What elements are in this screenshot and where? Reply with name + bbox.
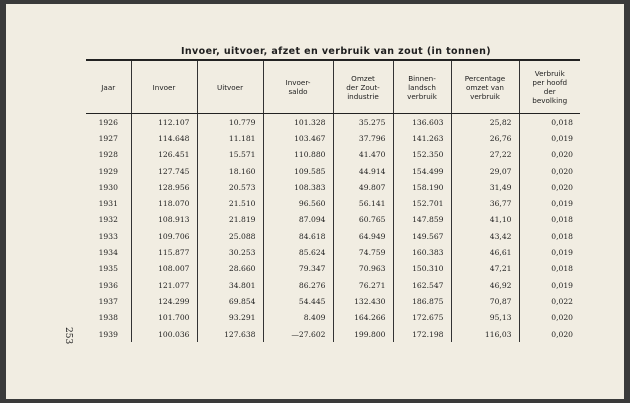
table-cell: 1933 (98, 231, 118, 241)
table-cell: 121.077 (131, 277, 197, 293)
table-cell: 164.266 (333, 310, 393, 326)
table-cell: 108.383 (263, 179, 333, 195)
table-cell: 136.603 (393, 114, 451, 131)
table-cell: 109.585 (263, 163, 333, 179)
table-cell: 86.276 (263, 277, 333, 293)
table-cell: 1931 (98, 199, 118, 209)
table-cell: 108.913 (131, 212, 197, 228)
table-cell: 1930 (98, 182, 118, 192)
table-cell: 124.299 (131, 293, 197, 309)
table-row (86, 277, 580, 293)
table-cell: 149.567 (393, 228, 451, 244)
table-cell: 162.547 (393, 277, 451, 293)
table-cell: 114.648 (131, 130, 197, 146)
table-row (86, 179, 580, 195)
table-cell: 54.445 (263, 293, 333, 309)
table-row (86, 326, 580, 342)
table-row (86, 310, 580, 326)
table-cell: 30.253 (197, 244, 263, 260)
table-cell: 21.510 (197, 195, 263, 211)
table-cell: 199.800 (333, 326, 393, 342)
table-cell: 150.310 (393, 261, 451, 277)
header-invoer: Invoer (131, 60, 197, 114)
table-cell: 128.956 (131, 179, 197, 195)
table-cell: 0,020 (519, 326, 580, 342)
table-cell: 34.801 (197, 277, 263, 293)
header-percentage: Percentage omzet van verbruik (451, 60, 519, 114)
table-row (86, 244, 580, 260)
table-cell: 60.765 (333, 212, 393, 228)
table-cell: 1934 (98, 248, 118, 258)
table-cell: 47,21 (451, 261, 519, 277)
header-invoer-saldo: Invoer- saldo (263, 60, 333, 114)
table-cell: 1935 (98, 264, 118, 274)
table-cell: 126.451 (131, 147, 197, 163)
table-cell: 1936 (98, 280, 118, 290)
table-cell: 37.796 (333, 130, 393, 146)
table-cell: 26,76 (451, 130, 519, 146)
table-cell: 147.859 (393, 212, 451, 228)
table-cell: 1939 (98, 329, 118, 339)
table-cell: 118.070 (131, 195, 197, 211)
table-cell: 172.198 (393, 326, 451, 342)
table-cell: 95,13 (451, 310, 519, 326)
table-cell: 25,82 (451, 114, 519, 131)
table-cell: 56.141 (333, 195, 393, 211)
table-cell: 115.877 (131, 244, 197, 260)
table-cell: 84.618 (263, 228, 333, 244)
table-row (86, 293, 580, 309)
document-page (6, 4, 624, 399)
table-cell: 152.701 (393, 195, 451, 211)
table-cell: 87.094 (263, 212, 333, 228)
table-cell: 160.383 (393, 244, 451, 260)
table-cell: 76.271 (333, 277, 393, 293)
table-cell: 0,019 (519, 244, 580, 260)
table-cell: 36,77 (451, 195, 519, 211)
table-cell: 1927 (98, 133, 118, 143)
table-cell: 158.190 (393, 179, 451, 195)
table-row (86, 228, 580, 244)
header-row (86, 60, 580, 114)
table-cell: 31,49 (451, 179, 519, 195)
table-cell: 46,61 (451, 244, 519, 260)
table-cell: 64.949 (333, 228, 393, 244)
table-cell: —27.602 (263, 326, 333, 342)
header-binnenlandsch: Binnen- landsch verbruik (393, 60, 451, 114)
table-cell: 112.107 (131, 114, 197, 131)
table-cell: 101.700 (131, 310, 197, 326)
table-cell: 103.467 (263, 130, 333, 146)
table-row (86, 195, 580, 211)
table-cell: 0,022 (519, 293, 580, 309)
table-cell: 152.350 (393, 147, 451, 163)
table-cell: 0,020 (519, 147, 580, 163)
table-cell: 10.779 (197, 114, 263, 131)
table-cell: 0,020 (519, 179, 580, 195)
table-cell: 1932 (98, 215, 118, 225)
header-verbruik: Verbruik per hoofd der bevolking (519, 60, 580, 114)
table-cell: 127.638 (197, 326, 263, 342)
table-cell: 8.409 (263, 310, 333, 326)
table-cell: 0,018 (519, 212, 580, 228)
table-cell: 79.347 (263, 261, 333, 277)
table-cell: 25.088 (197, 228, 263, 244)
table-cell: 0,018 (519, 114, 580, 131)
table-cell: 35.275 (333, 114, 393, 131)
table-cell: 70.963 (333, 261, 393, 277)
table-cell: 43,42 (451, 228, 519, 244)
table-cell: 46,92 (451, 277, 519, 293)
header-jaar: Jaar (86, 60, 131, 114)
table-cell: 93.291 (197, 310, 263, 326)
table-row (86, 130, 580, 146)
header-uitvoer: Uitvoer (197, 60, 263, 114)
table-cell: 101.328 (263, 114, 333, 131)
table-cell: 0,019 (519, 195, 580, 211)
table-cell: 100.036 (131, 326, 197, 342)
table-cell: 49.807 (333, 179, 393, 195)
table-cell: 1926 (98, 117, 118, 127)
table-row (86, 212, 580, 228)
table-row (86, 114, 580, 131)
table-cell: 28.660 (197, 261, 263, 277)
table-cell: 127.745 (131, 163, 197, 179)
table-cell: 154.499 (393, 163, 451, 179)
table-cell: 85.624 (263, 244, 333, 260)
table-cell: 108.007 (131, 261, 197, 277)
table-row (86, 163, 580, 179)
table-cell: 41,10 (451, 212, 519, 228)
table-cell: 20.573 (197, 179, 263, 195)
table-cell: 74.759 (333, 244, 393, 260)
table-cell: 0,018 (519, 261, 580, 277)
table-cell: 15.571 (197, 147, 263, 163)
table-body (86, 114, 580, 343)
table-cell: 41.470 (333, 147, 393, 163)
table-row (86, 261, 580, 277)
table-cell: 141.263 (393, 130, 451, 146)
table-cell: 96.560 (263, 195, 333, 211)
table-cell: 18.160 (197, 163, 263, 179)
table-cell: 0,018 (519, 228, 580, 244)
page-number: 253 (63, 327, 73, 345)
table-cell: 11.181 (197, 130, 263, 146)
table-cell: 0,020 (519, 163, 580, 179)
table-cell: 172.675 (393, 310, 451, 326)
header-omzet: Omzet der Zout- industrie (333, 60, 393, 114)
table-cell: 1929 (98, 166, 118, 176)
table-cell: 69.854 (197, 293, 263, 309)
table-cell: 0,019 (519, 277, 580, 293)
table-cell: 110.880 (263, 147, 333, 163)
table-cell: 132.430 (333, 293, 393, 309)
table-cell: 0,020 (519, 310, 580, 326)
table-title: Invoer, uitvoer, afzet en verbruik van zout (in tonnen) (180, 46, 492, 57)
table-cell: 116,03 (451, 326, 519, 342)
salt-table (86, 59, 580, 342)
table-cell: 186.875 (393, 293, 451, 309)
table-cell: 109.706 (131, 228, 197, 244)
table-cell: 70,87 (451, 293, 519, 309)
table-cell: 21.819 (197, 212, 263, 228)
table-cell: 29,07 (451, 163, 519, 179)
table-cell: 1937 (98, 296, 118, 306)
table-cell: 1928 (98, 150, 118, 160)
table-cell: 44.914 (333, 163, 393, 179)
table-cell: 27,22 (451, 147, 519, 163)
table-cell: 1938 (98, 313, 118, 323)
table-cell: 0,019 (519, 130, 580, 146)
table-row (86, 147, 580, 163)
